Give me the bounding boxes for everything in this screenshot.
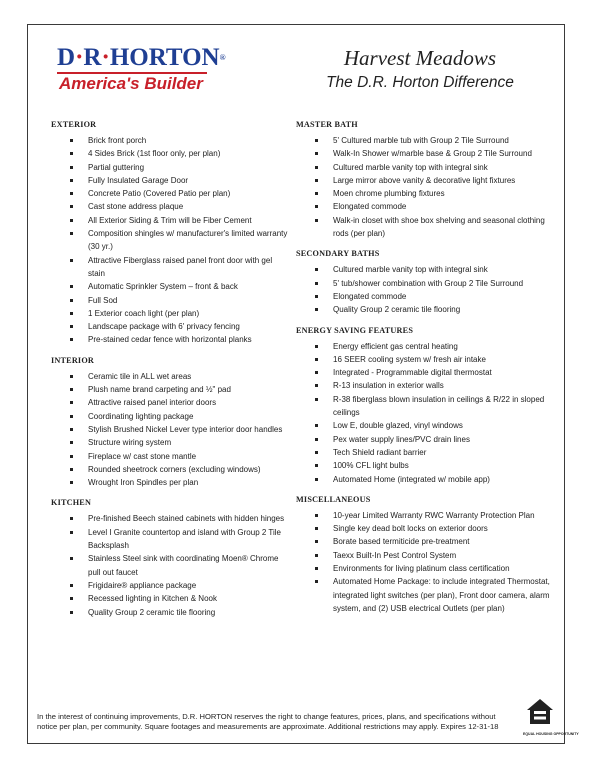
list-item: Cast stone address plaque: [51, 200, 291, 213]
list-item: Ceramic tile in ALL wet areas: [51, 370, 291, 383]
list-item: Brick front porch: [51, 134, 291, 147]
list-item: Energy efficient gas central heating: [296, 340, 558, 353]
feature-list: [296, 134, 558, 240]
disclaimer: In the interest of continuing improvements, D.R. HORTON reserves the right to change features, prices, plans, and specifications without notice per plan, per community. Square footages and measurements are approximate. Additional restrictions may apply. Expires 12-31-18: [37, 712, 499, 731]
section-title: KITCHEN: [51, 498, 92, 508]
list-item: Frigidaire® appliance package: [51, 579, 291, 592]
list-item: 1 Exterior coach light (per plan): [51, 307, 291, 320]
feature-list: [296, 509, 558, 615]
list-item: 5' tub/shower combination with Group 2 Tile Surround: [296, 277, 558, 290]
list-item: Elongated commode: [296, 200, 558, 213]
list-item: Single key dead bolt locks on exterior doors: [296, 522, 558, 535]
section-interior: [51, 356, 291, 490]
list-item: All Exterior Siding & Trim will be Fiber Cement: [51, 214, 291, 227]
list-item: Quality Group 2 ceramic tile flooring: [296, 303, 558, 316]
list-item: Landscape package with 6' privacy fencing: [51, 320, 291, 333]
section-secondary-baths: [296, 249, 558, 316]
list-item: Quality Group 2 ceramic tile flooring: [51, 606, 291, 619]
list-item: Wrought Iron Spindles per plan: [51, 476, 291, 489]
list-item: Level I Granite countertop and island with Group 2 Tile Backsplash: [51, 526, 291, 553]
section-exterior: [51, 120, 291, 347]
list-item: R-13 insulation in exterior walls: [296, 379, 558, 392]
document-subtitle: The D.R. Horton Difference: [326, 74, 514, 91]
list-item: 16 SEER cooling system w/ fresh air intake: [296, 353, 558, 366]
list-item: Plush name brand carpeting and ½" pad: [51, 383, 291, 396]
brand-tagline: America's Builder: [59, 74, 203, 93]
list-item: Attractive Fiberglass raised panel front door with gel stain: [51, 254, 291, 281]
document-header: [300, 46, 540, 93]
list-item: Coordinating lighting package: [51, 410, 291, 423]
feature-list: [51, 512, 291, 618]
list-item: Cultured marble vanity top with integral sink: [296, 161, 558, 174]
list-item: Rounded sheetrock corners (excluding windows): [51, 463, 291, 476]
list-item: Attractive raised panel interior doors: [51, 396, 291, 409]
section-kitchen: [51, 498, 291, 618]
section-title: MISCELLANEOUS: [296, 494, 371, 504]
section-title: SECONDARY BATHS: [296, 249, 380, 259]
list-item: Large mirror above vanity & decorative light fixtures: [296, 174, 558, 187]
list-item: Borate based termiticide pre-treatment: [296, 535, 558, 548]
list-item: Elongated commode: [296, 290, 558, 303]
list-item: 5' Cultured marble tub with Group 2 Tile Surround: [296, 134, 558, 147]
list-item: Environments for living platinum class certification: [296, 562, 558, 575]
feature-list: [51, 134, 291, 347]
equal-housing-logo: [523, 697, 579, 737]
feature-list: [296, 340, 558, 486]
list-item: Pre-stained cedar fence with horizontal planks: [51, 333, 291, 346]
list-item: Pex water supply lines/PVC drain lines: [296, 433, 558, 446]
section-title: MASTER BATH: [296, 120, 358, 129]
list-item: 100% CFL light bulbs: [296, 459, 558, 472]
list-item: 10-year Limited Warranty RWC Warranty Protection Plan: [296, 509, 558, 522]
list-item: Walk-In Shower w/marble base & Group 2 Tile Surround: [296, 147, 558, 160]
list-item: Partial guttering: [51, 161, 291, 174]
list-item: Stainless Steel sink with coordinating Moen® Chrome pull out faucet: [51, 552, 291, 579]
list-item: Pre-finished Beech stained cabinets with hidden hinges: [51, 512, 291, 525]
community-title: Harvest Meadows: [343, 46, 497, 70]
list-item: Recessed lighting in Kitchen & Nook: [51, 592, 291, 605]
list-item: Stylish Brushed Nickel Lever type interior door handles: [51, 423, 291, 436]
list-item: Tech Shield radiant barrier: [296, 446, 558, 459]
list-item: Automated Home (integrated w/ mobile app): [296, 473, 558, 486]
feature-list: [51, 370, 291, 490]
list-item: Moen chrome plumbing fixtures: [296, 187, 558, 200]
section-title: ENERGY SAVING FEATURES: [296, 325, 414, 335]
section-miscellaneous: [296, 495, 558, 615]
list-item: Automated Home Package: to include integrated Thermostat, integrated light switches (per plan), Front door camera, alarm system, and (2) USB electrical Outlets (per plan): [296, 575, 558, 615]
list-item: Automatic Sprinkler System – front & back: [51, 280, 291, 293]
section-title: INTERIOR: [51, 355, 95, 365]
list-item: Structure wiring system: [51, 436, 291, 449]
equal-housing-caption: EQUAL HOUSING OPPORTUNITY: [523, 732, 579, 736]
dr-horton-logo: [57, 44, 226, 97]
list-item: 4 Sides Brick (1st floor only, per plan): [51, 147, 291, 160]
list-item: Integrated - Programmable digital thermostat: [296, 366, 558, 379]
list-item: Fireplace w/ cast stone mantle: [51, 450, 291, 463]
right-column: [296, 120, 558, 624]
list-item: Concrete Patio (Covered Patio per plan): [51, 187, 291, 200]
list-item: Low E, double glazed, vinyl windows: [296, 419, 558, 432]
list-item: Full Sod: [51, 294, 291, 307]
list-item: R-38 fiberglass blown insulation in ceilings & R/22 in sloped ceilings: [296, 393, 558, 420]
list-item: Fully Insulated Garage Door: [51, 174, 291, 187]
left-column: [51, 120, 291, 628]
list-item: Composition shingles w/ manufacturer's limited warranty (30 yr.): [51, 227, 291, 254]
section-energy-saving-features: [296, 326, 558, 486]
list-item: Cultured marble vanity top with integral sink: [296, 263, 558, 276]
brand-name: D·R·HORTON®: [57, 44, 226, 71]
list-item: Walk-in closet with shoe box shelving and seasonal clothing rods (per plan): [296, 214, 558, 241]
section-master-bath: [296, 120, 558, 240]
list-item: Taexx Built-In Pest Control System: [296, 549, 558, 562]
equal-housing-icon: [525, 697, 555, 727]
section-title: EXTERIOR: [51, 120, 97, 129]
feature-list: [296, 263, 558, 316]
